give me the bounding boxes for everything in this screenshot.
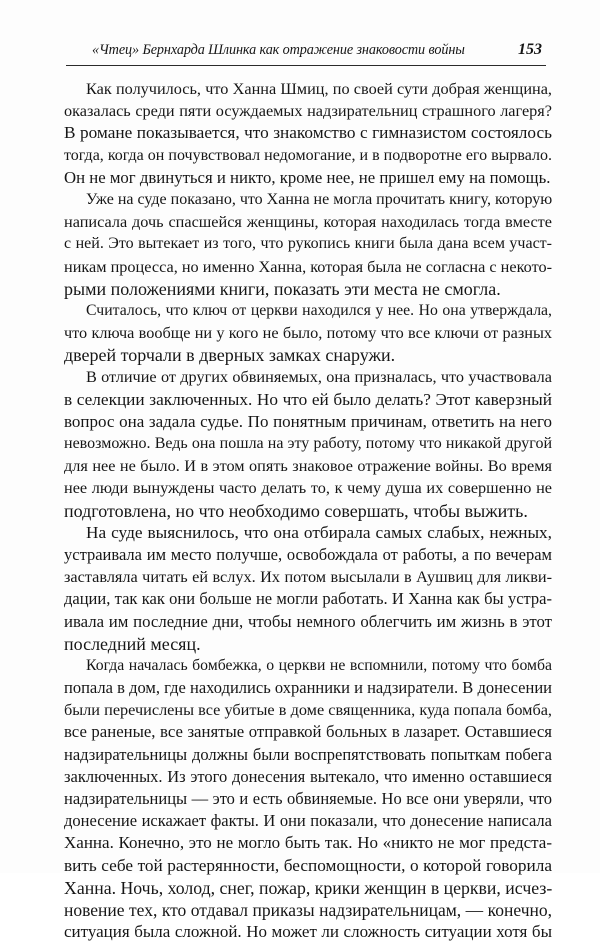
paragraph — [64, 78, 552, 189]
text-line: были перечислены все убитые в доме священника, куда попала бомба, — [64, 701, 552, 720]
text-line: тогда, когда он почувствовал недомогание, и в подворотне его вырвало. — [64, 146, 552, 164]
text-line: Как получилось, что Ханна Шмиц, по своей сути добрая женщина, — [86, 80, 552, 98]
text-line: новение тех, кто отдавал приказы надзирательницам, — конечно, — [64, 899, 552, 920]
text-line: Ханна. Ночь, холод, снег, пожар, крики женщин в церкви, исчез- — [64, 877, 553, 898]
running-title: «Чтец» Бернхарда Шлинка как отражение знаковости войны — [92, 42, 465, 58]
text-line: написала дочь спасшейся женщины, которая находилась тогда вместе — [64, 213, 552, 232]
text-line: устраивала им место получше, освобождала от работы, а по вечерам — [64, 544, 552, 564]
paragraph — [64, 366, 552, 521]
text-line: дверей торчали в дверных замках снаружи. — [64, 345, 396, 366]
text-line: ситуация была сложной. Но может ли сложность ситуации хотя бы — [64, 922, 552, 942]
text-line: все раненые, все занятые отправкой больных в лазарет. Оставшиеся — [64, 722, 552, 742]
paragraph — [64, 189, 552, 300]
text-line: Он не мог двинуться и никто, кроме нее, не пришел ему на помощь. — [64, 167, 551, 187]
text-line: заключенных. Из этого донесения вытекало, что именно оставшиеся — [64, 766, 552, 786]
text-line: На суде выяснилось, что она отбирала самых слабых, нежных, — [86, 522, 552, 542]
text-line: в селекции заключенных. Но что ей было делать? Этот каверзный — [64, 389, 552, 409]
text-line: В отличие от других обвиняемых, она призналась, что участвовала — [86, 368, 552, 387]
text-line: вопрос она задала судье. По понятным причинам, ответить на него — [64, 411, 552, 431]
text-line: подготовлена, но что необходимо совершать, чтобы выжить. — [64, 500, 528, 521]
page-number: 153 — [518, 41, 542, 58]
text-line: В романе показывается, что знакомство с гимназистом состоялось — [64, 123, 552, 143]
text-line: что ключа вообще ни у кого не было, потому что все ключи от разных — [64, 324, 552, 343]
text-line: вить себе той растерянности, беспомощности, о которой говорила — [64, 855, 552, 875]
text-line: попала в дом, где находились охранники и надзиратели. В донесении — [64, 678, 552, 698]
text-line: рыми положениями книги, показать эти места не смогла. — [64, 278, 501, 299]
text-line: последний месяц. — [64, 633, 201, 654]
text-line: Считалось, что ключ от церкви находился у нее. Но она утверждала, — [86, 301, 552, 319]
text-line: нее люди вынуждены часто делать то, к чему душа их совершенно не — [64, 479, 552, 498]
text-line: никам процесса, но именно Ханна, которая была не согласна с некото- — [64, 257, 552, 276]
text-line: дации, так как они больше не могли работать. И Ханна как бы устра- — [64, 589, 552, 609]
text-line: донесение искажает факты. И они показали, что донесение написала — [64, 811, 552, 831]
paragraph — [64, 300, 552, 367]
text-line: ивала им последние дни, чтобы немного облегчить им жизнь в этот — [64, 611, 552, 631]
paragraph — [64, 522, 552, 655]
text-line: Уже на суде показано, что Ханна не могла прочитать книгу, которую — [86, 190, 553, 208]
text-line: надзирательницы должны были воспрепятствовать попыткам побега — [64, 744, 552, 764]
text-line: невозможно. Ведь она пошла на эту работу, потому что никакой другой — [64, 435, 552, 452]
text-line: с ней. Это вытекает из того, что рукопись книги была дана всем участ- — [64, 235, 552, 253]
body-text — [64, 78, 552, 943]
text-line: для нее не было. И в этом опять знаковое отражение войны. Во время — [64, 457, 552, 476]
text-line: надзирательницы — это и есть обвиняемые. Но все они уверяли, что — [64, 789, 552, 808]
text-line: заставляла читать ей вслух. Их потом высылали в Аушвиц для ликви- — [64, 568, 552, 587]
text-line: оказалась среди пяти осуждаемых надзирательниц страшного лагеря? — [64, 102, 552, 121]
running-header — [66, 39, 546, 66]
text-line: Ханна. Конечно, это не могло быть так. Но «никто не мог предста- — [64, 833, 552, 853]
paragraph — [64, 655, 552, 943]
text-line: Когда началась бомбежка, о церкви не вспомнили, потому что бомба — [86, 656, 552, 674]
